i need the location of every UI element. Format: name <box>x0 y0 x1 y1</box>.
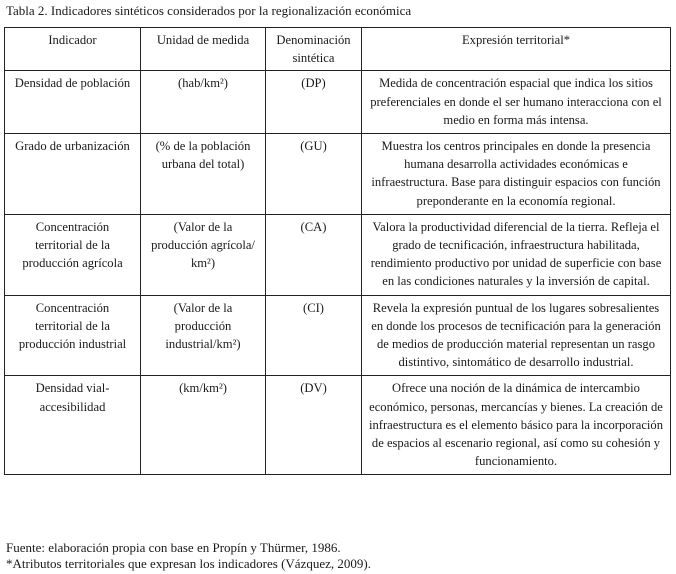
cell-expresion: Muestra los centros principales en donde la presencia humana desarrolla actividades económicas e infraestructura. Base para distinguir espacios con función preponderante en la economía regional. <box>362 134 671 215</box>
cell-indicador: Concentración territorial de la producción agrícola <box>5 214 141 295</box>
table-row <box>5 214 671 295</box>
footnotes <box>6 540 371 572</box>
table-row <box>5 376 671 475</box>
cell-unidad: (Valor de la producción industrial/km²) <box>141 295 266 376</box>
cell-indicador: Concentración territorial de la producción industrial <box>5 295 141 376</box>
cell-expresion: Ofrece una noción de la dinámica de intercambio económico, personas, mercancías y bienes. La creación de infraestructura es el elemento básico para la incorporación de espacios al escenario regional, así como su cohesión y funcionamiento. <box>362 376 671 475</box>
cell-denominacion: (GU) <box>266 134 362 215</box>
table-caption: Tabla 2. Indicadores sintéticos considerados por la regionalización económica <box>6 3 412 18</box>
table-row <box>5 134 671 215</box>
header-indicador: Indicador <box>5 28 141 71</box>
cell-indicador: Densidad vial-accesibilidad <box>5 376 141 475</box>
header-denominacion-label: Denominación sintética <box>276 33 351 66</box>
header-denominacion <box>266 28 362 71</box>
cell-denominacion: (CA) <box>266 214 362 295</box>
table-row <box>5 295 671 376</box>
cell-unidad: (km/km²) <box>141 376 266 475</box>
header-unidad: Unidad de medida <box>141 28 266 71</box>
header-expresion: Expresión territorial* <box>362 28 671 71</box>
cell-expresion: Revela la expresión puntual de los lugares sobresalientes en donde los procesos de tecnificación para la generación de medios de producción material representan un rasgo distintivo, sintomático de desarrollo industrial. <box>362 295 671 376</box>
cell-denominacion: (CI) <box>266 295 362 376</box>
cell-expresion: Valora la productividad diferencial de la tierra. Refleja el grado de tecnificación, infraestructura habilitada, rendimiento productivo por unidad de superficie con base en las condiciones naturales y la inversión de capital. <box>362 214 671 295</box>
cell-indicador: Grado de urbanización <box>5 134 141 215</box>
cell-denominacion: (DV) <box>266 376 362 475</box>
table-header-row <box>5 28 671 71</box>
cell-unidad: (Valor de la producción agrícola/ km²) <box>141 214 266 295</box>
table-row <box>5 71 671 134</box>
cell-unidad: (% de la población urbana del total) <box>141 134 266 215</box>
cell-indicador: Densidad de población <box>5 71 141 134</box>
cell-denominacion: (DP) <box>266 71 362 134</box>
cell-expresion: Medida de concentración espacial que indica los sitios preferenciales en donde el ser humano interacciona con el medio en forma más intensa. <box>362 71 671 134</box>
indicators-table <box>4 27 671 475</box>
footnote-source: Fuente: elaboración propia con base en Propín y Thürmer, 1986. <box>6 540 341 555</box>
cell-unidad: (hab/km²) <box>141 71 266 134</box>
footnote-note: *Atributos territoriales que expresan los indicadores (Vázquez, 2009). <box>6 556 371 571</box>
